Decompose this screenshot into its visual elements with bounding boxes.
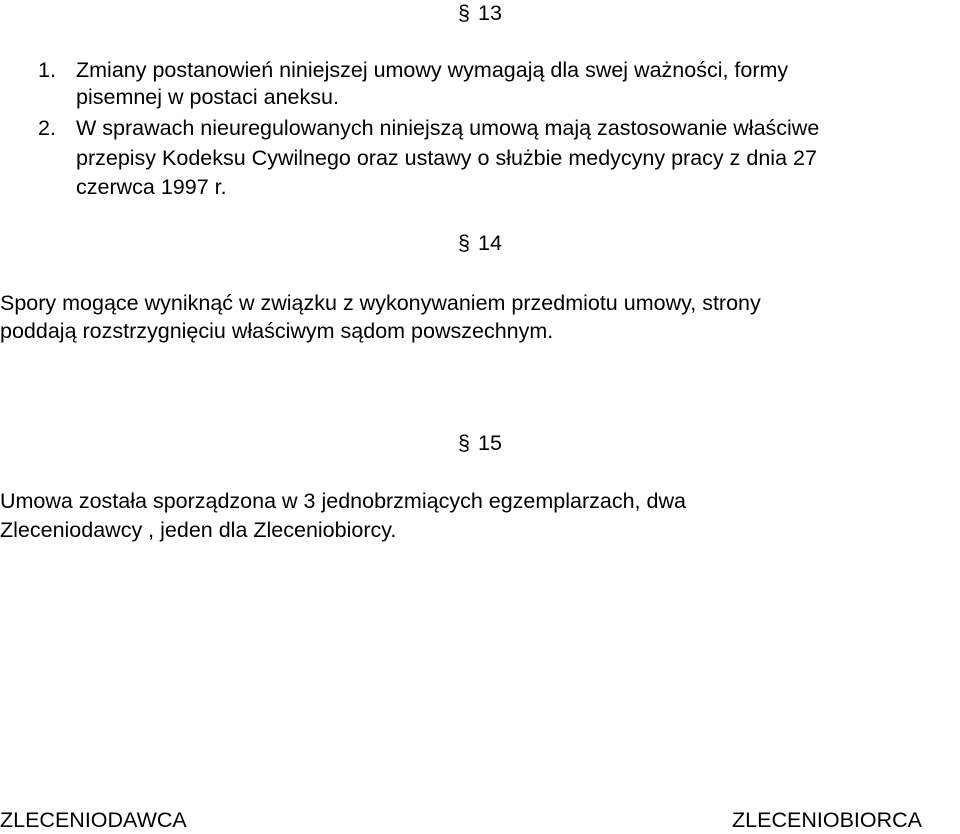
paragraph-line: Zleceniodawcy , jeden dla Zleceniobiorcy. — [0, 518, 397, 542]
paragraph-line: Spory mogące wyniknąć w związku z wykonywaniem przedmiotu umowy, strony — [0, 291, 761, 315]
section-number: 15 — [478, 431, 502, 455]
list-item-number: 2. — [38, 116, 56, 140]
paragraph-line: Zmiany postanowień niniejszej umowy wymagają dla swej ważności, formy — [76, 58, 789, 82]
section-symbol: § — [458, 1, 471, 25]
signature-label-contractee: ZLECENIOBIORCA — [732, 808, 922, 832]
section-symbol: § — [458, 431, 471, 455]
signature-label-contractor: ZLECENIODAWCA — [0, 808, 187, 832]
paragraph-line: pisemnej w postaci aneksu. — [76, 85, 339, 109]
section-number: 13 — [478, 1, 502, 25]
paragraph-line: Umowa została sporządzona w 3 jednobrzmiących egzemplarzach, dwa — [0, 489, 686, 513]
list-item-number: 1. — [38, 58, 56, 82]
paragraph-line: poddają rozstrzygnięciu właściwym sądom powszechnym. — [0, 319, 554, 343]
paragraph-line: czerwca 1997 r. — [76, 175, 227, 199]
paragraph-line: W sprawach nieuregulowanych niniejszą umową mają zastosowanie właściwe — [76, 116, 820, 140]
section-14-heading — [0, 233, 960, 255]
section-symbol: § — [458, 231, 471, 255]
section-13-heading — [0, 3, 960, 25]
section-number: 14 — [478, 231, 502, 255]
section-15-heading — [0, 433, 960, 455]
paragraph-line: przepisy Kodeksu Cywilnego oraz ustawy o służbie medycyny pracy z dnia 27 — [76, 146, 817, 170]
